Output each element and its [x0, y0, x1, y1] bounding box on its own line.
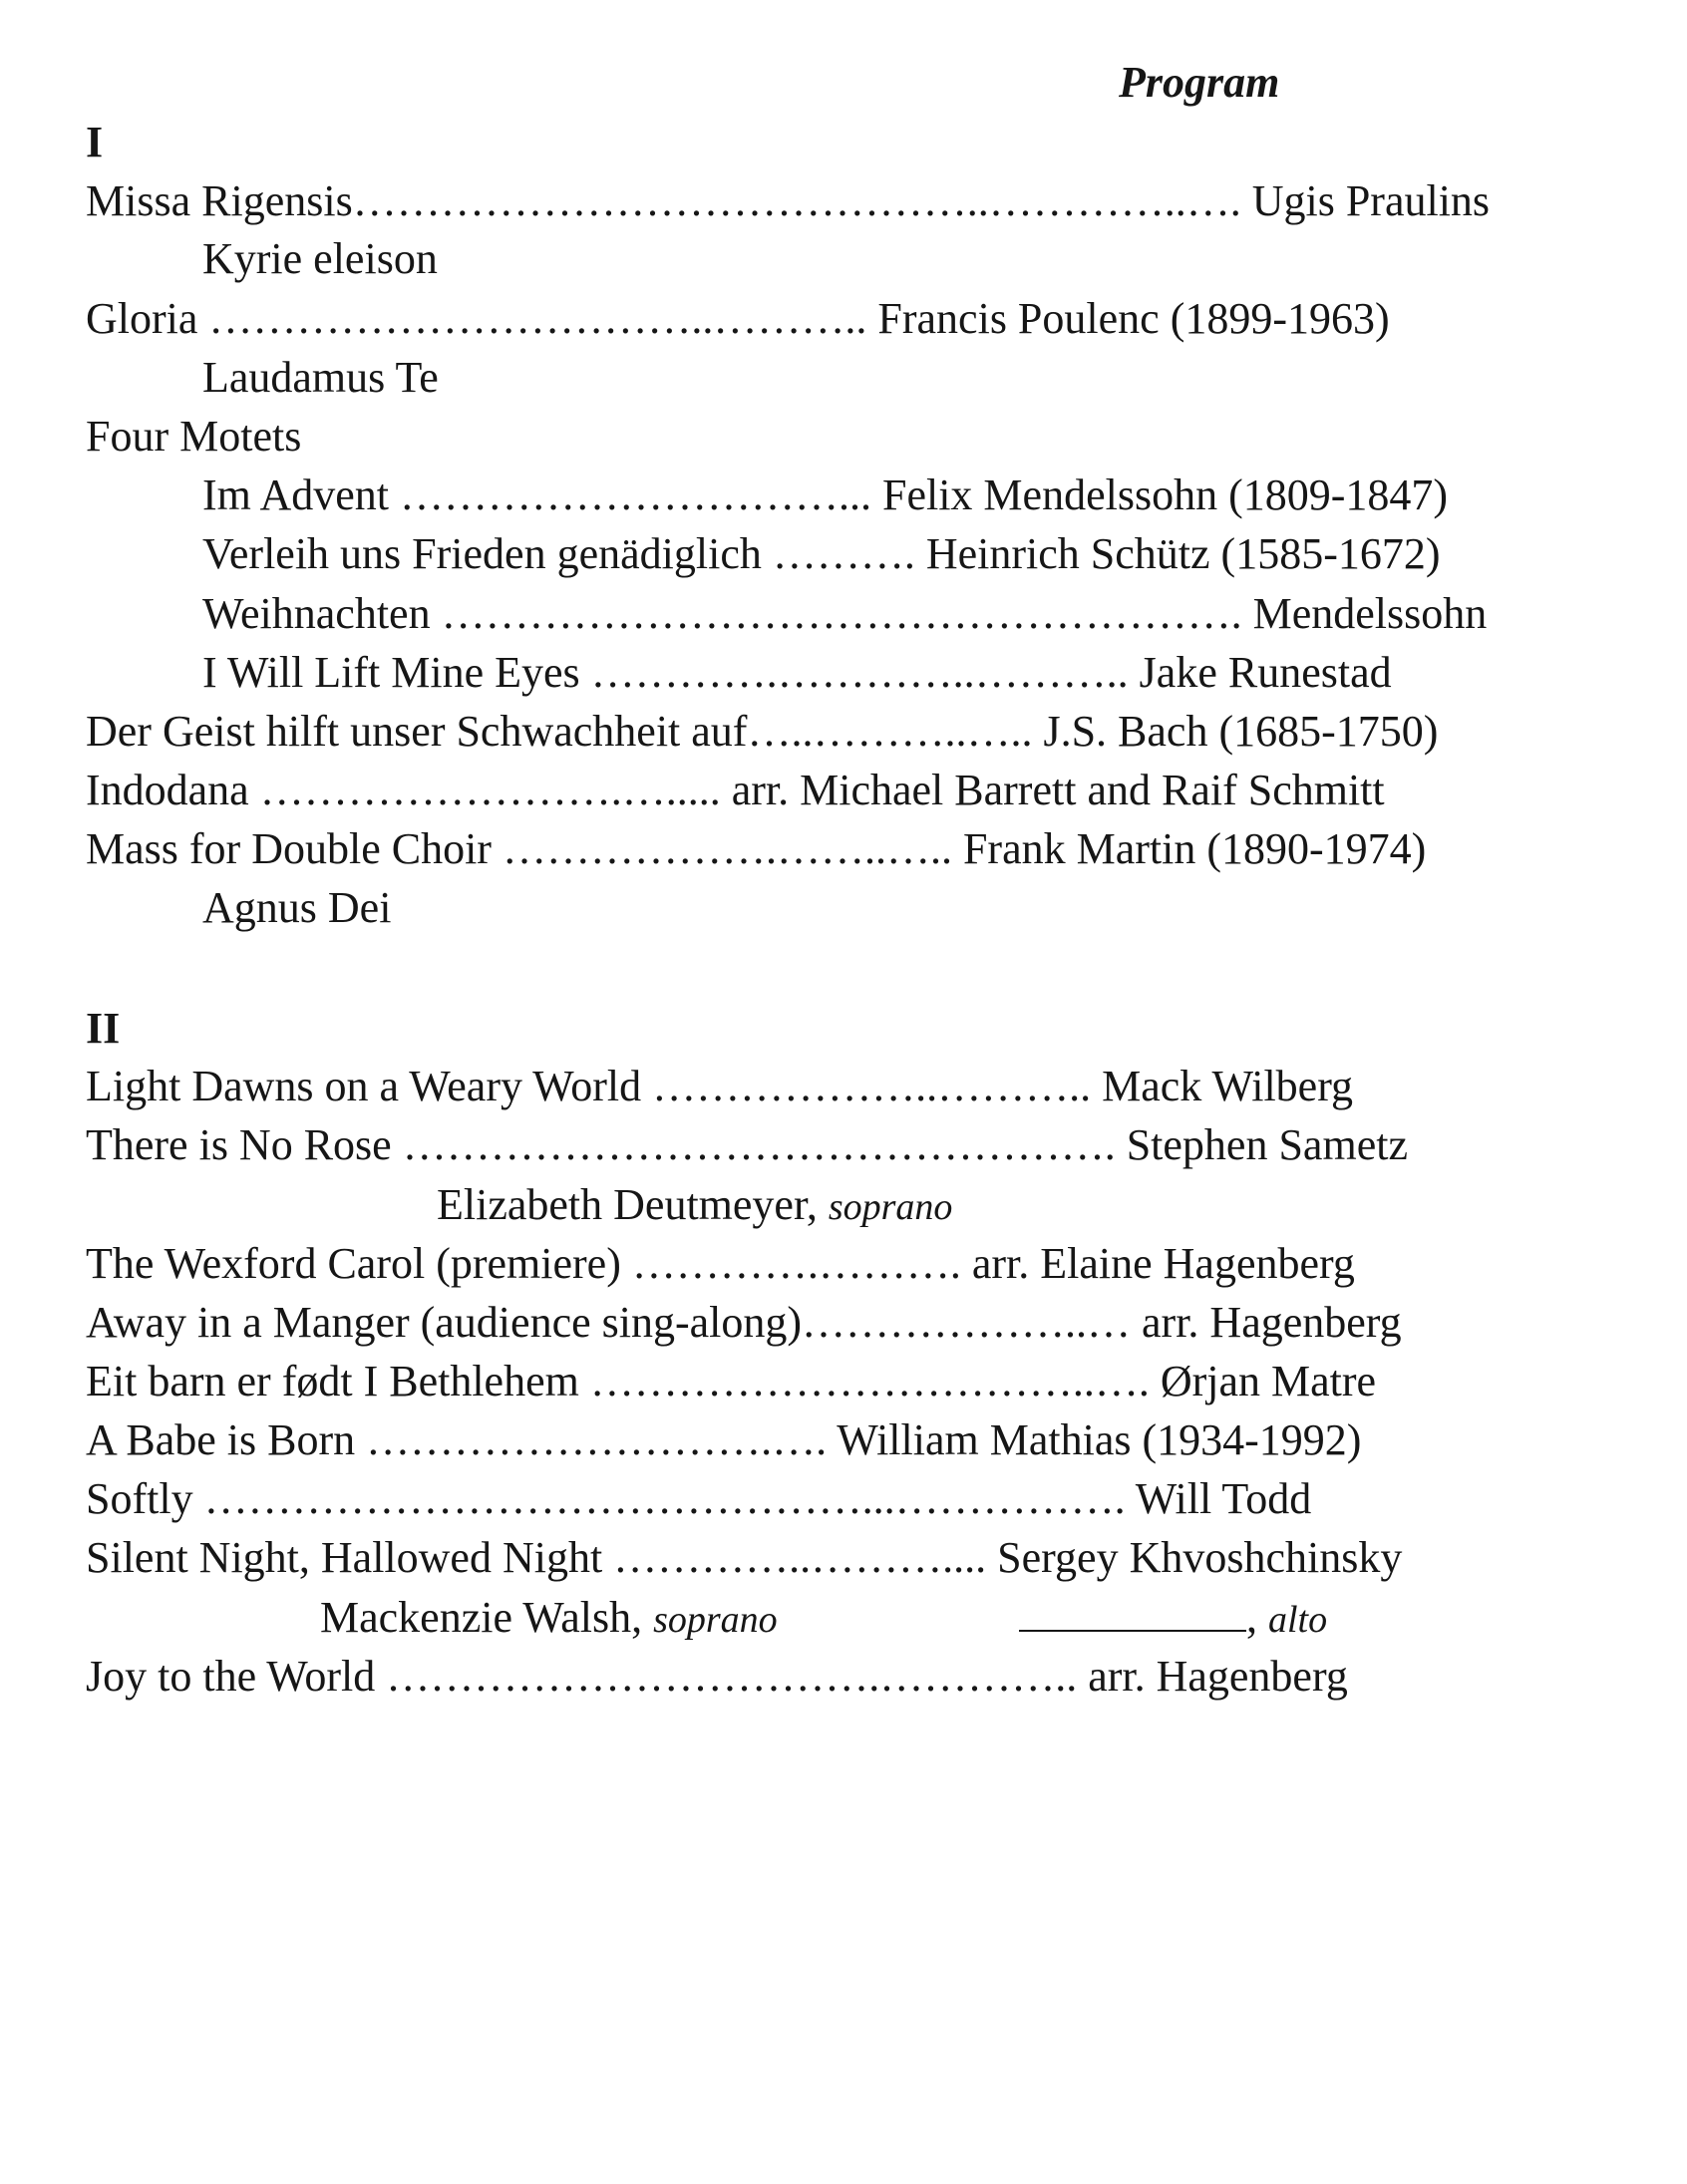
motet-i-will-lift-mine-eyes: I Will Lift Mine Eyes ………….…………..……….. Jake Runestad: [202, 648, 1392, 697]
section-heading-ii: II: [86, 1004, 121, 1053]
soloist-elizabeth-deutmeyer: [437, 1178, 952, 1234]
program-item-missa-rigensis: Missa Rigensis……………………………………..…………..…. Ugis Praulins: [86, 176, 1491, 225]
soloist-voice-part: soprano: [828, 1186, 953, 1228]
program-item-wexford-carol: The Wexford Carol (premiere) ………….………. arr. Elaine Hagenberg: [86, 1239, 1355, 1288]
motet-weihnachten: Weihnachten ………………………………………………. Mendelssohn: [202, 589, 1488, 638]
program-item-there-is-no-rose: There is No Rose …………………………………………. Stephen Sametz: [86, 1120, 1408, 1169]
program-item-indodana: Indodana …………………….…..... arr. Michael Barrett and Raif Schmitt: [86, 766, 1385, 814]
program-item-a-babe-is-born: A Babe is Born ……………………….…. William Mathias (1934-1992): [86, 1415, 1362, 1464]
soloists-silent-night: [320, 1591, 1328, 1647]
program-item-light-dawns: Light Dawns on a Weary World ………………..……….. Mack Wilberg: [86, 1062, 1354, 1110]
section-heading-i: I: [86, 118, 104, 166]
program-item-gloria: Gloria ……………………………..……….. Francis Poulenc (1899-1963): [86, 294, 1390, 343]
program-item-joy-to-the-world: Joy to the World …………………………….………….. arr. Hagenberg: [86, 1652, 1348, 1701]
soloist-voice-part: soprano: [653, 1599, 778, 1641]
movement-laudamus-te: Laudamus Te: [202, 353, 439, 402]
program-item-away-in-a-manger: Away in a Manger (audience sing-along)………………..… arr. Hagenberg: [86, 1298, 1402, 1347]
motet-verleih-uns-frieden: Verleih uns Frieden genädiglich ………. Heinrich Schütz (1585-1672): [202, 529, 1441, 578]
blank-name-line: [1019, 1594, 1246, 1632]
movement-kyrie-eleison: Kyrie eleison: [202, 234, 438, 283]
motet-im-advent: Im Advent …………………………... Felix Mendelssohn (1809-1847): [202, 470, 1449, 519]
program-item-der-geist: Der Geist hilft unser Schwachheit auf…..………..….. J.S. Bach (1685-1750): [86, 707, 1439, 756]
alto-separator: ,: [1246, 1593, 1268, 1642]
alto-soloist-placeholder: [1019, 1591, 1327, 1647]
alto-voice-part: alto: [1268, 1599, 1328, 1641]
program-item-mass-for-double-choir: Mass for Double Choir ……………….……..….. Frank Martin (1890-1974): [86, 824, 1427, 873]
soloist-name: Elizabeth Deutmeyer,: [437, 1180, 829, 1229]
page-title: Program: [1119, 58, 1280, 107]
program-item-softly: Softly ………………………………………...……………. Will Todd: [86, 1474, 1312, 1523]
program-item-eit-barn: Eit barn er født I Bethlehem ……………………………..…. Ørjan Matre: [86, 1357, 1377, 1405]
program-item-silent-night: Silent Night, Hallowed Night …………..……….... Sergey Khvoshchinsky: [86, 1533, 1403, 1582]
soloist-name: Mackenzie Walsh,: [320, 1593, 654, 1642]
movement-agnus-dei: Agnus Dei: [202, 883, 392, 932]
program-item-four-motets: Four Motets: [86, 412, 302, 461]
